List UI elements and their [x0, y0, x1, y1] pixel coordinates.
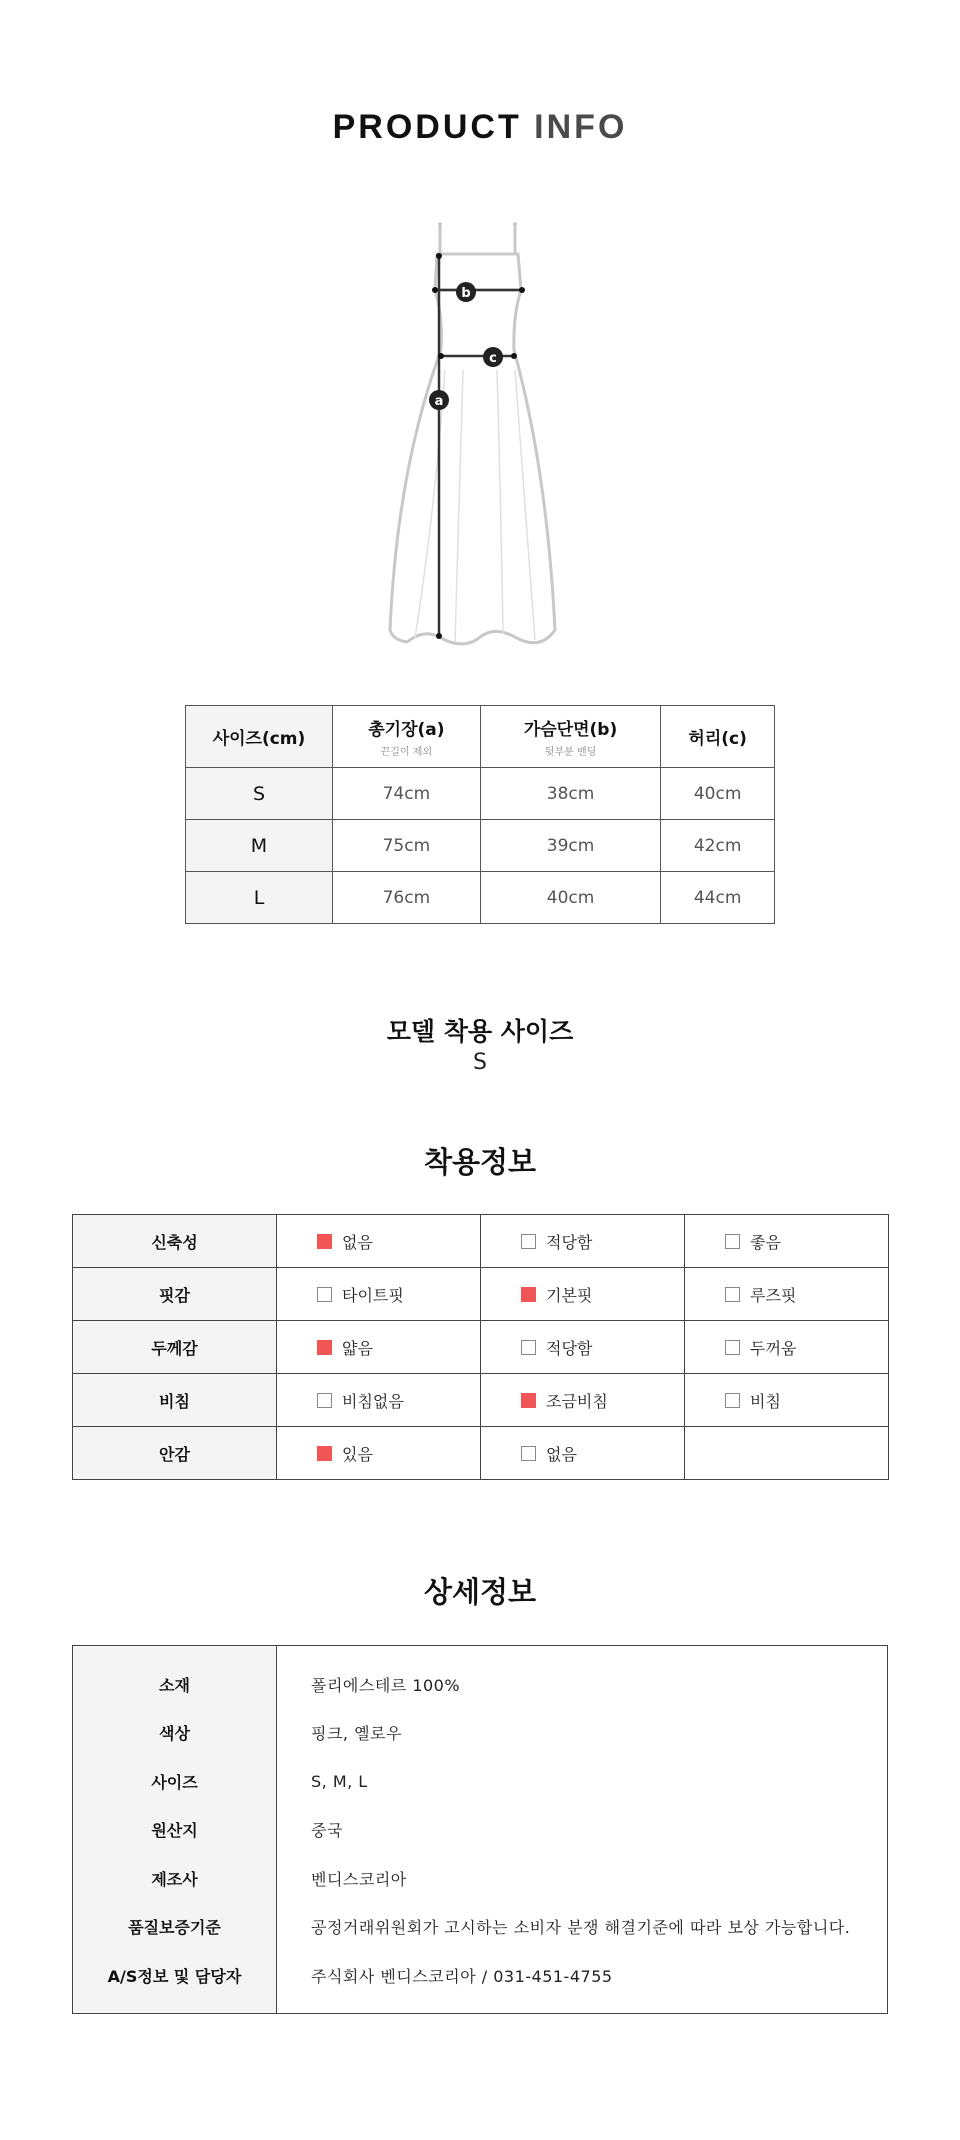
detail-label: 소재 [159, 1675, 190, 1695]
wear-option-cell [685, 1321, 889, 1374]
unchecked-box-icon [725, 1287, 740, 1302]
label-b-marker [456, 282, 476, 302]
detail-label: 품질보증기준 [128, 1918, 221, 1938]
detail-label: 사이즈 [151, 1772, 198, 1792]
detail-label: 원산지 [151, 1821, 198, 1841]
dress-measurement-diagram [375, 210, 585, 650]
detail-value: 주식회사 벤디스코리아 / 031-451-4755 [311, 1966, 613, 1986]
wear-option-label: 두꺼움 [750, 1338, 797, 1358]
size-label: S [186, 768, 333, 820]
wear-option-cell [481, 1268, 685, 1321]
measure-lines [435, 256, 522, 636]
detail-label: 색상 [159, 1724, 190, 1744]
wear-option [685, 1336, 888, 1359]
size-value: 74cm [333, 768, 481, 820]
model-size-heading: 모델 착용 사이즈 [386, 1017, 574, 1046]
checked-box-icon [521, 1393, 536, 1408]
wear-option-label: 좋음 [750, 1232, 781, 1252]
unchecked-box-icon [521, 1234, 536, 1249]
wear-option-label: 조금비침 [546, 1391, 608, 1411]
title-info: INFO [534, 108, 628, 146]
table-row [73, 1268, 889, 1321]
size-table [185, 705, 775, 924]
size-value: 44cm [661, 872, 775, 924]
wear-option [481, 1389, 684, 1412]
size-value: 38cm [480, 768, 661, 820]
wear-option [481, 1336, 684, 1359]
size-value: 40cm [480, 872, 661, 924]
table-row [73, 1215, 889, 1268]
wear-option [277, 1336, 480, 1359]
table-row [186, 872, 775, 924]
label-c-marker [483, 347, 503, 367]
table-row [73, 1321, 889, 1374]
table-row [73, 1427, 889, 1480]
wear-option-cell [277, 1321, 481, 1374]
wear-option [685, 1230, 888, 1253]
wear-option-cell [685, 1215, 889, 1268]
table-row [73, 1374, 889, 1427]
wear-option-label: 비침없음 [342, 1391, 404, 1411]
detail-values-column [277, 1646, 887, 2013]
wear-option-label: 없음 [342, 1232, 373, 1252]
size-value: 42cm [661, 820, 775, 872]
detail-label: A/S정보 및 담당자 [107, 1966, 242, 1986]
wear-row-label: 핏감 [73, 1268, 277, 1321]
detail-info-heading: 상세정보 [423, 1575, 537, 1609]
wear-row-label: 안감 [73, 1427, 277, 1480]
wear-option [277, 1230, 480, 1253]
wear-option [481, 1230, 684, 1253]
unchecked-box-icon [725, 1340, 740, 1355]
label-a-marker [429, 390, 449, 410]
wear-option-cell [481, 1427, 685, 1480]
detail-value: 중국 [311, 1821, 343, 1841]
svg-text:c: c [489, 351, 497, 366]
wear-option-cell [685, 1374, 889, 1427]
size-label: M [186, 820, 333, 872]
wear-option-label: 없음 [546, 1444, 577, 1464]
header-length: 총기장(a) 끈길이 제외 [333, 706, 481, 768]
detail-label: 제조사 [151, 1869, 198, 1889]
wear-option-cell [481, 1215, 685, 1268]
title-product: PRODUCT [332, 108, 522, 146]
detail-value: S, M, L [311, 1771, 368, 1791]
unchecked-box-icon [521, 1340, 536, 1355]
checked-box-icon [317, 1446, 332, 1461]
unchecked-box-icon [521, 1446, 536, 1461]
detail-labels-column [73, 1646, 277, 2013]
wear-option-label: 적당함 [546, 1232, 593, 1252]
wear-row-label: 두께감 [73, 1321, 277, 1374]
wear-option [685, 1389, 888, 1412]
size-table-header [186, 706, 775, 768]
svg-text:b: b [461, 286, 471, 301]
table-row [186, 820, 775, 872]
wear-option-label: 루즈핏 [750, 1285, 797, 1305]
wear-option-label: 얇음 [342, 1338, 373, 1358]
wear-option-cell [481, 1374, 685, 1427]
wear-option [277, 1389, 480, 1412]
wear-option [277, 1442, 480, 1465]
page-title [0, 108, 960, 147]
detail-value: 폴리에스테르 100% [311, 1675, 461, 1695]
wear-row-label: 비침 [73, 1374, 277, 1427]
wear-option [481, 1283, 684, 1306]
wear-info-table [72, 1214, 889, 1480]
wear-option-label: 타이트핏 [342, 1285, 404, 1305]
wear-option-cell [277, 1374, 481, 1427]
unchecked-box-icon [725, 1393, 740, 1408]
detail-info-table [72, 1645, 888, 2014]
size-label: L [186, 872, 333, 924]
wear-row-label: 신축성 [73, 1215, 277, 1268]
detail-value: 공정거래위원회가 고시하는 소비자 분쟁 해결기준에 따라 보상 가능합니다. [311, 1918, 851, 1938]
wear-option-cell [481, 1321, 685, 1374]
unchecked-box-icon [317, 1287, 332, 1302]
wear-option-cell [277, 1427, 481, 1480]
wear-option-cell [277, 1268, 481, 1321]
unchecked-box-icon [317, 1393, 332, 1408]
wear-info-heading: 착용정보 [423, 1145, 537, 1179]
size-value: 39cm [480, 820, 661, 872]
size-value: 75cm [333, 820, 481, 872]
wear-option [481, 1442, 684, 1465]
model-size-value: S [473, 1050, 487, 1075]
unchecked-box-icon [725, 1234, 740, 1249]
checked-box-icon [317, 1340, 332, 1355]
detail-value: 벤디스코리아 [311, 1869, 407, 1889]
wear-option-label: 기본핏 [546, 1285, 593, 1305]
wear-option-cell [685, 1427, 889, 1480]
header-chest: 가슴단면(b) 뒷부분 밴딩 [480, 706, 661, 768]
wear-option-cell [685, 1268, 889, 1321]
header-waist: 허리(c) [661, 706, 775, 768]
size-value: 76cm [333, 872, 481, 924]
wear-option [277, 1283, 480, 1306]
size-value: 40cm [661, 768, 775, 820]
table-row [186, 768, 775, 820]
wear-option-label: 비침 [750, 1391, 781, 1411]
checked-box-icon [317, 1234, 332, 1249]
wear-option-cell [277, 1215, 481, 1268]
detail-value: 핑크, 옐로우 [311, 1724, 402, 1744]
wear-option-label: 있음 [342, 1444, 373, 1464]
header-size: 사이즈(cm) [186, 706, 333, 768]
svg-text:a: a [434, 394, 444, 409]
checked-box-icon [521, 1287, 536, 1302]
wear-option [685, 1283, 888, 1306]
wear-option-label: 적당함 [546, 1338, 593, 1358]
